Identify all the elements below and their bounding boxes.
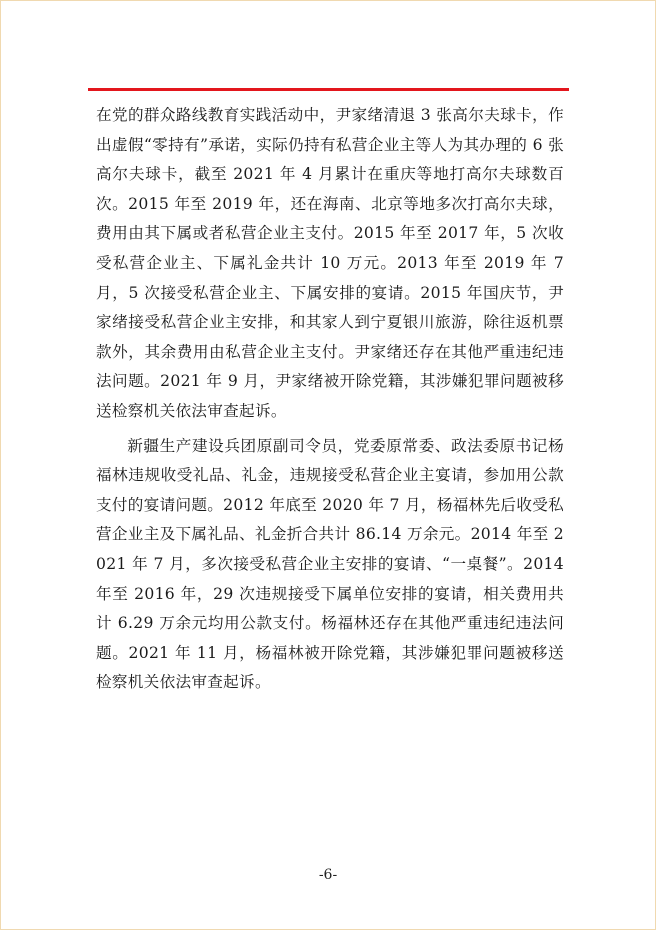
header-red-rule [88,88,569,91]
document-body [96,101,564,698]
page-number: -6- [318,867,338,883]
paragraph-yin-jiaxu: 在党的群众路线教育实践活动中，尹家绪清退 3 张高尔夫球卡，作出虚假“零持有”承诺，实际仍持有私营企业主等人为其办理的 6 张高尔夫球卡，截至 2021 年 4 月累计在重庆等地打高尔夫球数百次。2015 年至 2019 年，还在海南、北京等地多次打高尔夫球，费用由其下属或者私营企业主支付。2015 年至 2017 年，5 次收受私营企业主、下属礼金共计 10 万元。2013 年至 2019 年 7 月，5 次接受私营企业主、下属安排的宴请。2015 年国庆节，尹家绪接受私营企业主安排，和其家人到宁夏银川旅游，除往返机票款外，其余费用由私营企业主支付。尹家绪还存在其他严重违纪违法问题。2021 年 9 月，尹家绪被开除党籍，其涉嫌犯罪问题被移送检察机关依法审查起诉。 [96,106,564,420]
paragraph-yang-fulin: 新疆生产建设兵团原副司令员，党委原常委、政法委原书记杨福林违规收受礼品、礼金，违规接受私营企业主宴请，参加用公款支付的宴请问题。2012 年底至 2020 年 7 月，杨福林先后收受私营企业主及下属礼品、礼金折合共计 86.14 万余元。2014 年至 2021 年 7 月，多次接受私营企业主安排的宴请、“一桌餐”。2014 年至 2016 年，29 次违规接受下属单位安排的宴请，相关费用共计 6.29 万余元均用公款支付。杨福林还存在其他严重违纪违法问题。2021 年 11 月，杨福林被开除党籍，其涉嫌犯罪问题被移送检察机关依法审查起诉。 [96,436,564,692]
